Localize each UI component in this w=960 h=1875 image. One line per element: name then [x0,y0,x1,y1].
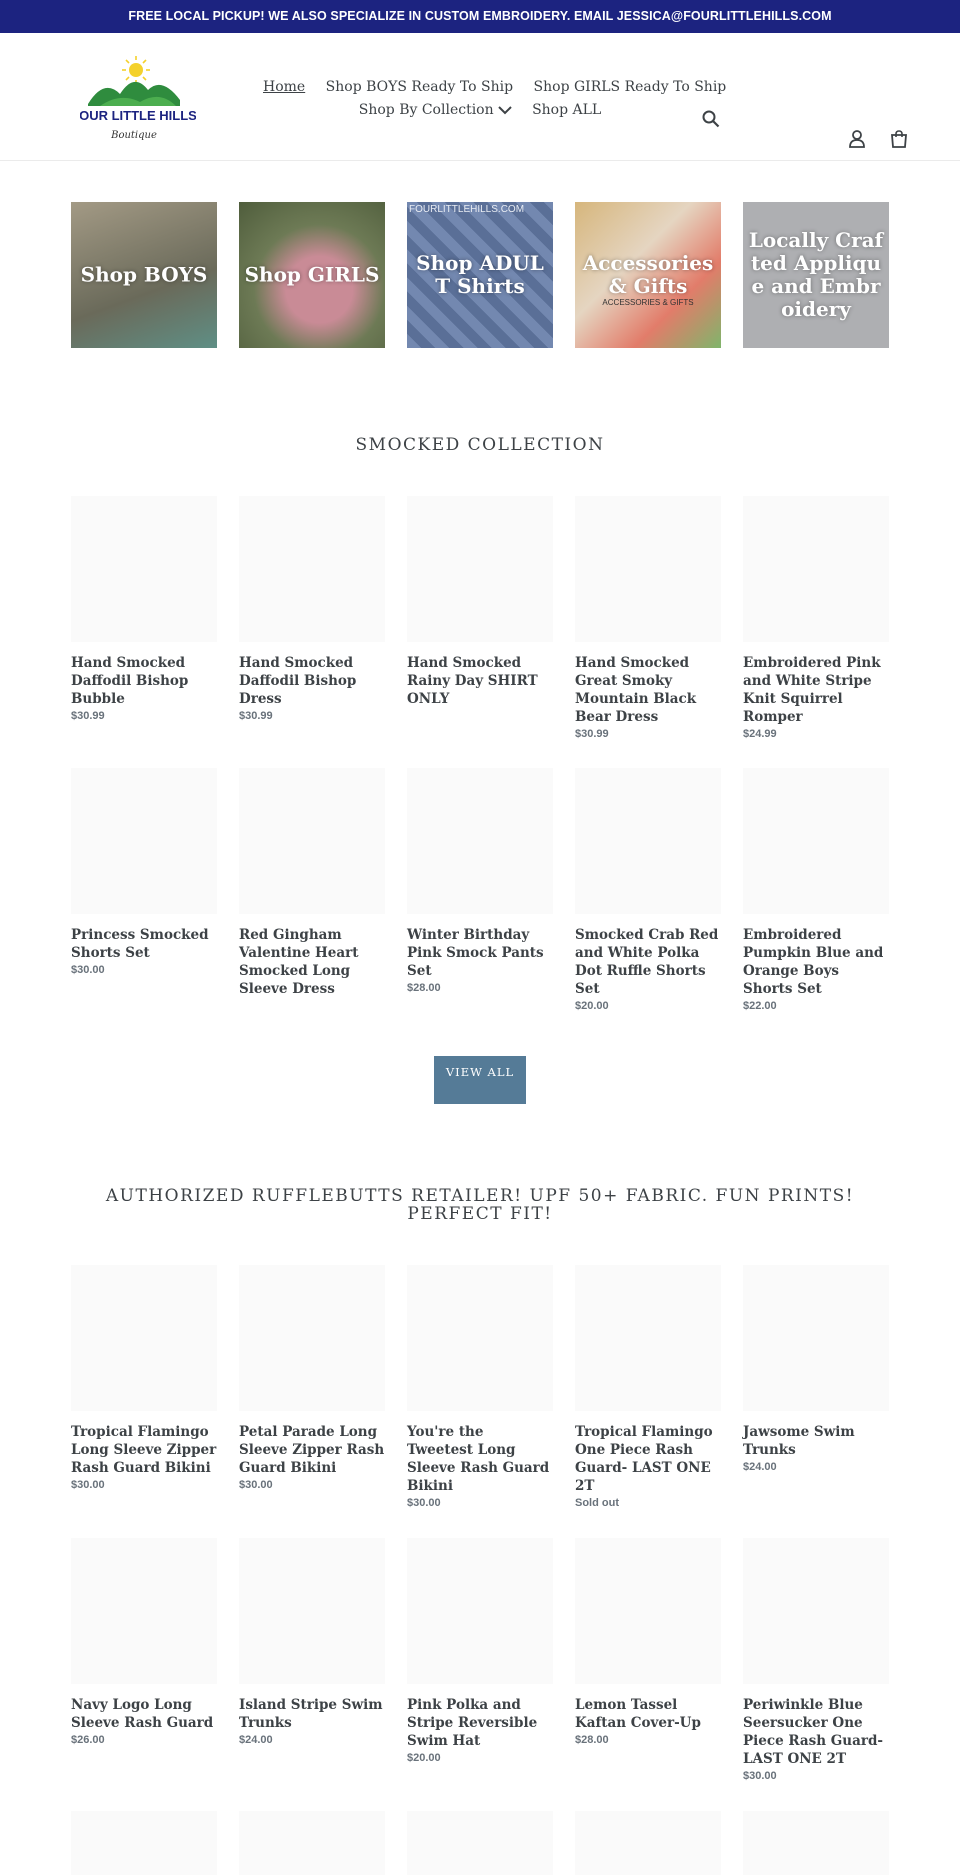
product-image[interactable] [407,1811,553,1875]
product-card[interactable] [575,768,721,1012]
collection-adult-watermark: FOURLITTLEHILLS.COM [409,204,525,215]
product-image[interactable] [239,768,385,914]
chevron-down-icon [498,105,512,115]
product-price: $30.00 [407,1497,441,1509]
product-title[interactable]: Periwinkle Blue Seersucker One Piece Rash Guard- LAST ONE 2T [743,1697,884,1767]
product-title[interactable]: Petal Parade Long Sleeve Zipper Rash Guard Bikini [239,1424,385,1476]
product-title[interactable]: You're the Tweetest Long Sleeve Rash Guard Bikini [407,1424,550,1494]
product-image[interactable] [239,1538,385,1684]
product-card[interactable] [407,496,553,710]
product-image[interactable] [743,1265,889,1411]
product-card[interactable] [575,1538,721,1746]
collection-girls-title: Shop GIRLS [244,262,380,287]
view-all-button[interactable] [434,1056,526,1104]
nav-shop-all[interactable]: Shop ALL [532,102,602,118]
product-price: $20.00 [407,1752,441,1764]
site-header [0,33,960,161]
product-card[interactable] [71,768,217,976]
product-image[interactable] [71,496,217,642]
product-image[interactable] [407,496,553,642]
product-card[interactable] [71,1265,217,1491]
product-card[interactable] [407,1265,553,1509]
product-title[interactable]: Hand Smocked Daffodil Bishop Bubble [71,655,189,707]
product-title[interactable]: Hand Smocked Rainy Day SHIRT ONLY [407,655,538,707]
collection-adult-title: Shop ADULT Shirts [416,251,544,298]
product-image[interactable] [71,768,217,914]
collection-list [71,202,889,348]
product-image[interactable] [743,1538,889,1684]
product-price: $28.00 [407,982,441,994]
product-price: $30.00 [743,1770,777,1782]
announcement-text: FREE LOCAL PICKUP! WE ALSO SPECIALIZE IN CUSTOM EMBROIDERY. EMAIL JESSICA@FOURLITTLEHILLS.COM [128,9,832,23]
product-card[interactable] [71,1538,217,1746]
product-image[interactable] [407,1538,553,1684]
collection-accessories-title: Accessories & Gifts [582,251,714,298]
collection-adult-shirts[interactable] [407,202,553,348]
product-title[interactable]: Princess Smocked Shorts Set [71,927,209,961]
collection-boys[interactable] [71,202,217,348]
product-title[interactable]: Winter Birthday Pink Smock Pants Set [407,927,544,979]
nav-shop-girls[interactable]: Shop GIRLS Ready To Ship [533,79,727,95]
product-price: $20.00 [575,1000,609,1012]
product-price: $30.99 [575,728,609,740]
product-image[interactable] [239,1811,385,1875]
product-image[interactable] [743,496,889,642]
cart-icon[interactable] [890,130,908,148]
product-image[interactable] [407,1265,553,1411]
product-image[interactable] [743,1811,889,1875]
product-card[interactable] [407,1811,553,1875]
product-image[interactable] [575,1538,721,1684]
store-logo[interactable] [80,48,196,148]
product-card[interactable] [575,1811,721,1875]
product-card[interactable] [743,1811,889,1875]
collection-accessories[interactable] [575,202,721,348]
product-price: $30.00 [71,1479,105,1491]
product-price: Sold out [575,1497,619,1509]
rufflebutts-section-title: AUTHORIZED RUFFLEBUTTS RETAILER! UPF 50+ FABRIC. FUN PRINTS! PERFECT FIT! [105,1186,855,1224]
view-all-label: VIEW ALL [445,1065,515,1079]
product-image[interactable] [71,1811,217,1875]
product-price: $30.00 [239,1479,273,1491]
product-image[interactable] [743,768,889,914]
product-card[interactable] [239,1265,385,1491]
product-card[interactable] [239,496,385,722]
product-price: $30.00 [71,964,105,976]
product-card[interactable] [239,1538,385,1746]
product-title[interactable]: Tropical Flamingo One Piece Rash Guard- LAST ONE 2T [575,1424,713,1494]
product-card[interactable] [743,1538,889,1782]
search-icon[interactable] [702,110,720,128]
product-image[interactable] [575,1265,721,1411]
collection-applique-title: Locally Crafted Applique and Embroidery [748,228,884,321]
product-card[interactable] [407,1538,553,1764]
product-price: $28.00 [575,1734,609,1746]
product-title[interactable]: Hand Smocked Daffodil Bishop Dress [239,655,357,707]
nav-shop-by-collection-label: Shop By Collection [358,102,494,118]
product-image[interactable] [575,1811,721,1875]
smocked-section-title: SMOCKED COLLECTION [355,435,605,455]
collection-applique[interactable] [743,202,889,348]
product-title[interactable]: Smocked Crab Red and White Polka Dot Ruffle Shorts Set [575,927,719,997]
product-image[interactable] [575,496,721,642]
nav-shop-boys[interactable]: Shop BOYS Ready To Ship [325,79,514,95]
logo-tagline: Boutique [111,130,157,141]
product-card[interactable] [575,1265,721,1509]
product-card[interactable] [239,768,385,1000]
product-title[interactable]: Pink Polka and Stripe Reversible Swim Hat [407,1697,538,1749]
product-price: $24.99 [743,728,777,740]
product-title[interactable]: Island Stripe Swim Trunks [239,1697,383,1731]
product-card[interactable] [71,496,217,722]
product-image[interactable] [71,1265,217,1411]
product-title[interactable]: Jawsome Swim Trunks [743,1424,855,1458]
product-image[interactable] [575,768,721,914]
announcement-bar [0,0,960,33]
logo-image [80,48,196,148]
product-price: $30.99 [71,710,105,722]
product-title[interactable]: Red Gingham Valentine Heart Smocked Long Sleeve Dress [239,927,359,997]
nav-home[interactable]: Home [263,79,306,95]
product-title[interactable]: Navy Logo Long Sleeve Rash Guard [71,1697,214,1731]
nav-row-2 [255,99,705,122]
product-price: $26.00 [71,1734,105,1746]
product-title[interactable]: Tropical Flamingo Long Sleeve Zipper Rash Guard Bikini [71,1424,217,1476]
logo-name: FOUR LITTLE HILLS [80,108,196,123]
product-title[interactable]: Embroidered Pumpkin Blue and Orange Boys Shorts Set [743,927,884,997]
nav-shop-by-collection[interactable] [359,99,512,122]
product-title[interactable]: Lemon Tassel Kaftan Cover-Up [575,1697,701,1731]
collection-boys-title: Shop BOYS [80,262,208,287]
product-title[interactable]: Hand Smocked Great Smoky Mountain Black Bear Dress [575,655,697,725]
product-card[interactable] [239,1811,385,1875]
nav-row-1 [255,76,727,99]
product-image[interactable] [407,768,553,914]
product-title[interactable]: Embroidered Pink and White Stripe Knit Squirrel Romper [743,655,881,725]
product-price: $22.00 [743,1000,777,1012]
product-card[interactable] [743,496,889,740]
product-card[interactable] [743,1265,889,1473]
product-card[interactable] [575,496,721,740]
collection-girls[interactable] [239,202,385,348]
product-card[interactable] [407,768,553,994]
product-card[interactable] [743,768,889,1012]
product-card[interactable] [71,1811,217,1875]
product-image[interactable] [71,1538,217,1684]
collection-accessories-caption: ACCESSORIES & GIFTS [602,298,694,307]
main-nav [255,76,727,122]
product-price: $24.00 [239,1734,273,1746]
product-image[interactable] [239,1265,385,1411]
product-price: $30.99 [239,710,273,722]
product-price: $24.00 [743,1461,777,1473]
user-icon[interactable] [849,130,865,148]
product-image[interactable] [239,496,385,642]
